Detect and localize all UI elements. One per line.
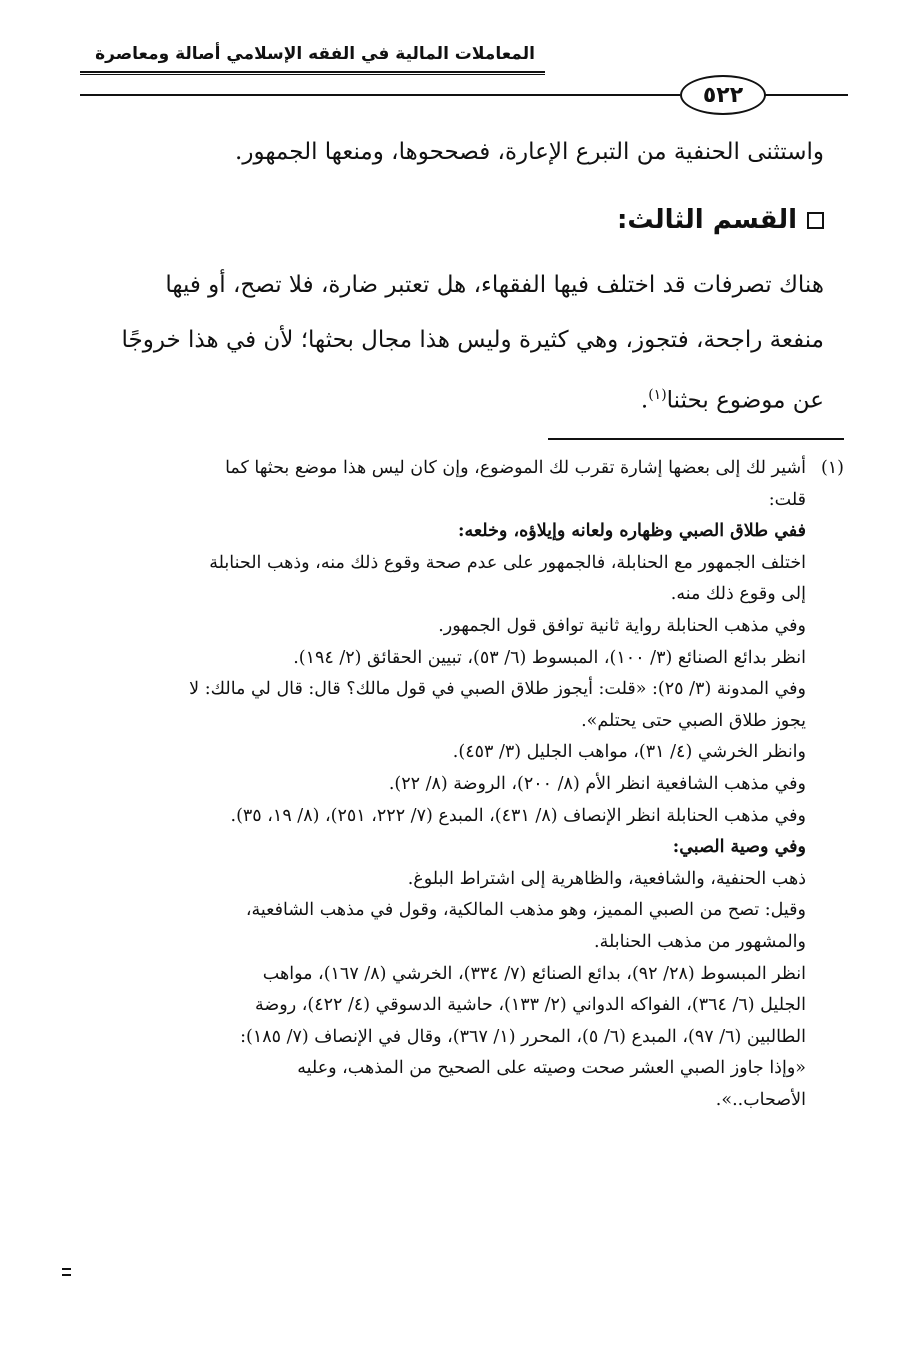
square-bullet-icon — [807, 212, 824, 229]
paragraph-end: . — [640, 387, 649, 414]
body-text-line: واستثنى الحنفية من التبرع الإعارة، فصححوها، ومنعها الجمهور. — [235, 139, 824, 165]
section-heading-text: القسم الثالث: — [616, 205, 797, 235]
paragraph-line-3-text: عن موضوع بحثنا — [666, 387, 824, 414]
footnote-line: وفي مذهب الشافعية انظر الأم (٨/ ٢٠٠)، الروضة (٨/ ٢٢). — [388, 773, 806, 794]
page-number-rule-right — [763, 94, 848, 96]
footnote-line: انظر بدائع الصنائع (٣/ ١٠٠)، المبسوط (٦/ ٥٣)، تبيين الحقائق (٢/ ١٩٤). — [293, 647, 806, 668]
footnote-number: (١) — [820, 458, 844, 478]
footnote-line: «وإذا جاوز الصبي العشر صحت وصيته على الصحيح من المذهب، وعليه — [297, 1058, 806, 1079]
body-paragraph — [74, 258, 824, 429]
footnote-line: اختلف الجمهور مع الحنابلة، فالجمهور على عدم صحة وقوع ذلك منه، وذهب الحنابلة — [209, 552, 806, 573]
footnote-line: وفي مذهب الحنابلة رواية ثانية توافق قول الجمهور. — [438, 615, 806, 636]
footnote-line: الأصحاب..». — [715, 1089, 806, 1110]
header-rule-thin — [80, 74, 545, 75]
footnote-line: ففي طلاق الصبي وظهاره ولعانه وإيلاؤه، وخلعه: — [458, 521, 806, 542]
running-title: المعاملات المالية في الفقه الإسلامي أصالة ومعاصرة — [95, 44, 535, 64]
footnote-separator — [548, 438, 844, 440]
footnote-line: يجوز طلاق الصبي حتى يحتلم». — [581, 710, 806, 731]
paragraph-line-3 — [74, 368, 824, 429]
footnote-line: وفي مذهب الحنابلة انظر الإنصاف (٨/ ٤٣١)، المبدع (٧/ ٢٢٢، ٢٥١)، (٨/ ١٩، ٣٥). — [230, 805, 806, 826]
footnote-line: إلى وقوع ذلك منه. — [670, 584, 806, 605]
footnote-line: الطالبين (٦/ ٩٧)، المبدع (٦/ ٥)، المحرر (١/ ٣٦٧)، وقال في الإنصاف (٧/ ١٨٥): — [240, 1026, 806, 1047]
body-line-1 — [74, 125, 824, 180]
page-number: ٥٢٢ — [680, 75, 766, 115]
page-number-rule-left — [80, 94, 680, 96]
footnote-line: انظر المبسوط (٢٨/ ٩٢)، بدائع الصنائع (٧/ ٣٣٤)، الخرشي (٨/ ١٦٧)، مواهب — [262, 963, 806, 984]
footnote-line: الجليل (٦/ ٣٦٤)، الفواكه الدواني (٢/ ١٣٣)، حاشية الدسوقي (٤/ ٤٢٢)، روضة — [255, 995, 806, 1016]
footnote-line: وقيل: تصح من الصبي المميز، وهو مذهب المالكية، وقول في مذهب الشافعية، — [245, 900, 806, 921]
footnote-line: والمشهور من مذهب الحنابلة. — [594, 931, 806, 952]
paragraph-line-1: هناك تصرفات قد اختلف فيها الفقهاء، هل تعتبر ضارة، فلا تصح، أو فيها — [165, 272, 824, 298]
footnote-line: قلت: — [768, 489, 806, 510]
footnote-line: أشير لك إلى بعضها إشارة تقرب لك الموضوع، وإن كان ليس هذا موضع بحثها كما — [225, 458, 806, 478]
section-heading — [617, 205, 824, 235]
header-rule — [80, 71, 545, 73]
footnote-reference[interactable]: (١) — [648, 387, 667, 403]
continuation-mark — [62, 1268, 71, 1276]
footnote-body — [64, 453, 806, 1116]
footnote-line: وانظر الخرشي (٤/ ٣١)، مواهب الجليل (٣/ ٤٥٣). — [452, 742, 806, 763]
footnote-line: وفي وصية الصبي: — [672, 837, 806, 858]
footnote — [64, 453, 844, 1116]
footnote-line: وفي المدونة (٣/ ٢٥): «قلت: أيجوز طلاق الصبي في قول مالك؟ قال: قال لي مالك: لا — [189, 679, 806, 700]
footnote-line: ذهب الحنفية، والشافعية، والظاهرية إلى اشتراط البلوغ. — [407, 868, 806, 889]
paragraph-line-2: منفعة راجحة، فتجوز، وهي كثيرة وليس هذا مجال بحثها؛ لأن في هذا خروجًا — [121, 327, 824, 353]
